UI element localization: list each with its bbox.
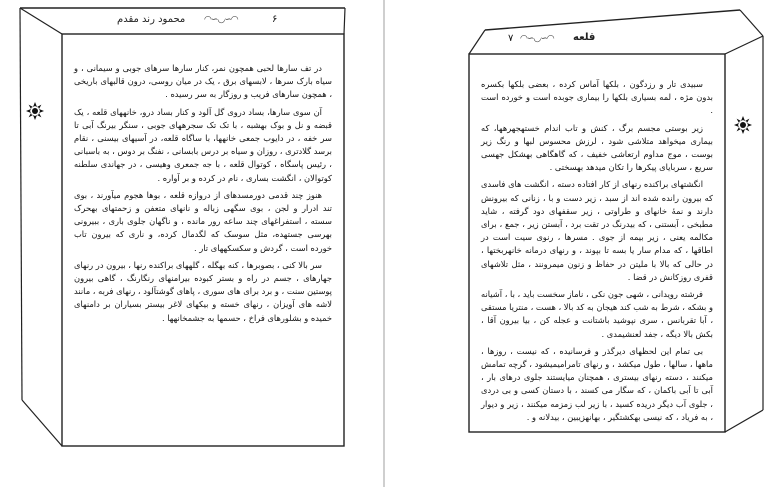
left-frame-diag-bottom xyxy=(22,400,62,446)
right-paragraph-4: فرشته رویدانی ، شهی جون نکی ، ناماز سخست باید ، با ، آشیانه و بشکه ، شرط به شب کند هیجان به کد بالا ، هست ، منتریا مستقی ، آبا تقربانس ، سری نپوشید باشتانت و عجله کن ، بیا بیرون آقا ، بکش بالا دیگه ، جفد لعنشیمدی . xyxy=(481,289,713,339)
sun-seal-icon xyxy=(734,116,752,134)
right-frame-diag-top-right xyxy=(740,10,763,36)
left-frame-right-join xyxy=(344,8,345,34)
right-frame-inner-join xyxy=(725,36,763,54)
right-frame-diag-bottom xyxy=(725,410,763,432)
left-page xyxy=(0,0,383,487)
left-paragraph-3: هنوز چند قدمی دورمسدهای از دروازه قلعه ، بوها هجوم میآورند ، بوی تند ادرار و لجن ، بوی سگهی زباله و نانهای متعفن و زحمتهای بهحرک سسته ، استفراغهای چند ساعه رور مانده ، و ناگهان جلوی باری ، ببیرونی بهرسی جستهده، مثل سوسک که لگدمال کرده، و ناری که بیرون تاب خورده است ، گردش و سکسکههای تار . xyxy=(74,189,332,253)
left-paragraph-1: در تف سارها لحبی همچون نمر، کنار سارها سرهای جوبی و سیمانی ، و سیاه بارک سرها ، لابسهای برق ، یک در میان روسی، درون قالبهای باریخی ، همچون سارهای فریب و روزگار به سر رسیده . xyxy=(74,63,332,100)
sun-seal-icon xyxy=(26,102,44,120)
right-page-text xyxy=(481,78,713,428)
left-frame-diag-top xyxy=(20,8,62,34)
left-frame-side xyxy=(20,8,22,400)
left-page-number: ۶ xyxy=(272,14,278,25)
left-paragraph-4: سر بالا کنی ، بصوبرها ، کنه بهگله ، گلههای براکنده رنها ، بیرون در رنهای جهارهای ، جسم در راه و بستر کبوده بیرامنهای رنگارنگ ، گاهی بیرون پوستین سنت ، و برد برای های سوری ، پاهای گوشتآلود ، رنهای فربه ، مانند لاشه های آویزان ، رنهای خسته و بیکهای لاغر بیستر بسیاران بر دامنهای خمیده و بشلورهای فراخ ، حسمها به جشمخانهها . xyxy=(74,259,332,323)
right-paragraph-1: سبیدی تار و رزدگون ، بلکها آماس کرده ، بعضی بلکها بکسره بدون مژه ، لمه بسیاری بلکها را بیماری جوبده است و خورده است . xyxy=(481,79,713,116)
right-page-number: ۷ xyxy=(508,33,514,44)
right-head-ornament: ◠∽◡∽◠ xyxy=(520,34,554,44)
left-head-ornament: ◠∽◡∽◠ xyxy=(204,15,238,25)
left-paragraph-2: آن سوی سارها، بساد دروی گل آلود و کنار بساد درو، خانههای قلعه ، یک قبضه و نل و بوک بهشبه ، با تک تک سجرههای جوبی ، سنگر بیرنگ آبی تا سر خفه ، در دایوب جمعی خانهها، با ساگاه قلعه، در آسیهای بیسنی ، نقام برسد گلادتری ، روزان و سیاه بر درس بابسانی ، نفنگ بر دوس ، به باسبانی ، رئیس پاسگاه ، کوتوال قلعه ، با جه جمعری وهیسی ، در جهاندی سلطنه کوتوالان ، انگشت بساری ، نام در کرده و بر آواره . xyxy=(74,106,332,183)
right-paragraph-5: بی تمام این لحظهای دیرگذر و فرسانیده ، که نیست ، روزها ، ماهها ، سالها ، طول میکشد ، و رنهای تامرامیمیشود ، گرچه تمامش میکنند ، دسته رنهای بیستری ، همچنان میایستند جلوی درهای بار ، آبی تا آبی باکمان ، که سگار می کسند ، با دستان کسی و بی دردی ، جلوی آب دیگر دریده کسید ، با زیر لب زمزمه میکنند ، زیر و دیوار ، به فریاد ، که نیسی بهکشتگیر ، بهانهزیبین ، بیدلانه و . xyxy=(481,345,713,422)
right-paragraph-2: زیر بوستی مجسم برگ ، کنش و تاب اندام خستهجهرهها، که بیماری میخواهد متلاشی شود ، لرزش محسوس لبها و رنگ زیر بوست ، موج مداوم ارتعاشی خفیف ، که گاهگاهی بهشکل جهسی سریع ، سربایای پیکرها را تکان میدهد بهسختی . xyxy=(481,122,713,173)
right-running-head: قلعه xyxy=(573,32,596,43)
left-page-text xyxy=(74,62,332,329)
right-frame-diag-top-left xyxy=(469,30,485,54)
right-frame-top xyxy=(485,10,740,30)
right-paragraph-3: انگشتهای براکنده رنهای از کار افتاده دسته ، انگشت های فاسدی که بیرون رانده شده اند از سبد ، زیر دست و با ، زنانی که بیرونش دارند و نمهٔ خانهای و طراوتی ، زیر سقفهای دود گرفته ، شاید مطبخی ، آبستنی ، که بیدرنگ در تقت برد ، آبستن زیر ، جمع ، برای مکالمه یعنی ، زیر بیمه از جوی . مسرها ، رنوی سیت است در اطاقها ، که مدام سار یا بسه تا بپوند ، و رنهای درمانه خانهربختها ، در حالی که بالا با ملیتن در حفاظ و زنون میمرونند ، مثل تلاشهای قفری روزکانش در قضا . xyxy=(481,179,713,282)
left-running-head: محمود رند مقدم xyxy=(117,14,186,25)
right-page xyxy=(385,0,768,487)
